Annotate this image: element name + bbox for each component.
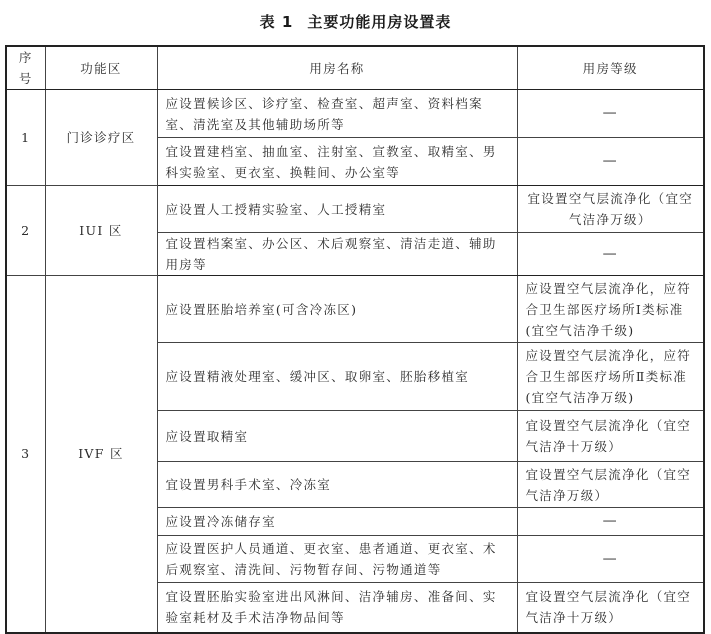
- room-grade: 应设置空气层流净化，应符合卫生部医疗场所Ⅱ类标准(宜空气洁净万级): [517, 343, 704, 411]
- header-room-grade: 用房等级: [517, 46, 704, 90]
- group-index: 1: [6, 90, 45, 186]
- table-row: [6, 186, 704, 233]
- room-grade: —: [517, 233, 704, 276]
- room-names: 应设置胚胎培养室(可含冷冻区): [157, 276, 517, 343]
- room-names: 宜设置男科手术室、冷冻室: [157, 462, 517, 508]
- room-grade: —: [517, 90, 704, 138]
- table-row: [6, 90, 704, 138]
- room-grade: 宜设置空气层流净化（宜空气洁净十万级）: [517, 583, 704, 633]
- table-number: 表 1: [259, 13, 294, 31]
- room-grade: —: [517, 536, 704, 583]
- room-names: 应设置医护人员通道、更衣室、患者通道、更衣室、术后观察室、清洗间、污物暂存间、污物通道等: [157, 536, 517, 583]
- room-grade: —: [517, 508, 704, 536]
- room-names: 宜设置档案室、办公区、术后观察室、清洁走道、辅助用房等: [157, 233, 517, 276]
- room-grade: 宜设置空气层流净化（宜空气洁净十万级）: [517, 411, 704, 462]
- header-row: [6, 46, 704, 90]
- room-names: 应设置人工授精实验室、人工授精室: [157, 186, 517, 233]
- table-title: 主要功能用房设置表: [307, 13, 452, 31]
- room-names: 应设置精液处理室、缓冲区、取卵室、胚胎移植室: [157, 343, 517, 411]
- room-names: 应设置冷冻储存室: [157, 508, 517, 536]
- group-zone: 门诊诊疗区: [45, 90, 157, 186]
- header-zone: 功能区: [45, 46, 157, 90]
- room-names: 宜设置胚胎实验室进出风淋间、洁净辅房、准备间、实验室耗材及手术洁净物品间等: [157, 583, 517, 633]
- room-settings-table: [5, 45, 705, 634]
- room-names: 宜设置建档室、抽血室、注射室、宣教室、取精室、男科实验室、更衣室、换鞋间、办公室等: [157, 138, 517, 186]
- header-index: 序号: [6, 46, 45, 90]
- group-index: 3: [6, 276, 45, 633]
- room-grade: 宜设置空气层流净化（宜空气洁净万级）: [517, 462, 704, 508]
- room-grade: —: [517, 138, 704, 186]
- header-room-names: 用房名称: [157, 46, 517, 90]
- table-row: [6, 276, 704, 343]
- room-grade: 宜设置空气层流净化（宜空气洁净万级）: [517, 186, 704, 233]
- group-index: 2: [6, 186, 45, 276]
- room-names: 应设置取精室: [157, 411, 517, 462]
- group-zone: IUI 区: [45, 186, 157, 276]
- room-names: 应设置候诊区、诊疗室、检查室、超声室、资料档案室、清洗室及其他辅助场所等: [157, 90, 517, 138]
- table-caption: [0, 11, 711, 32]
- group-zone: IVF 区: [45, 276, 157, 633]
- room-grade: 应设置空气层流净化，应符合卫生部医疗场所Ⅰ类标准(宜空气洁净千级): [517, 276, 704, 343]
